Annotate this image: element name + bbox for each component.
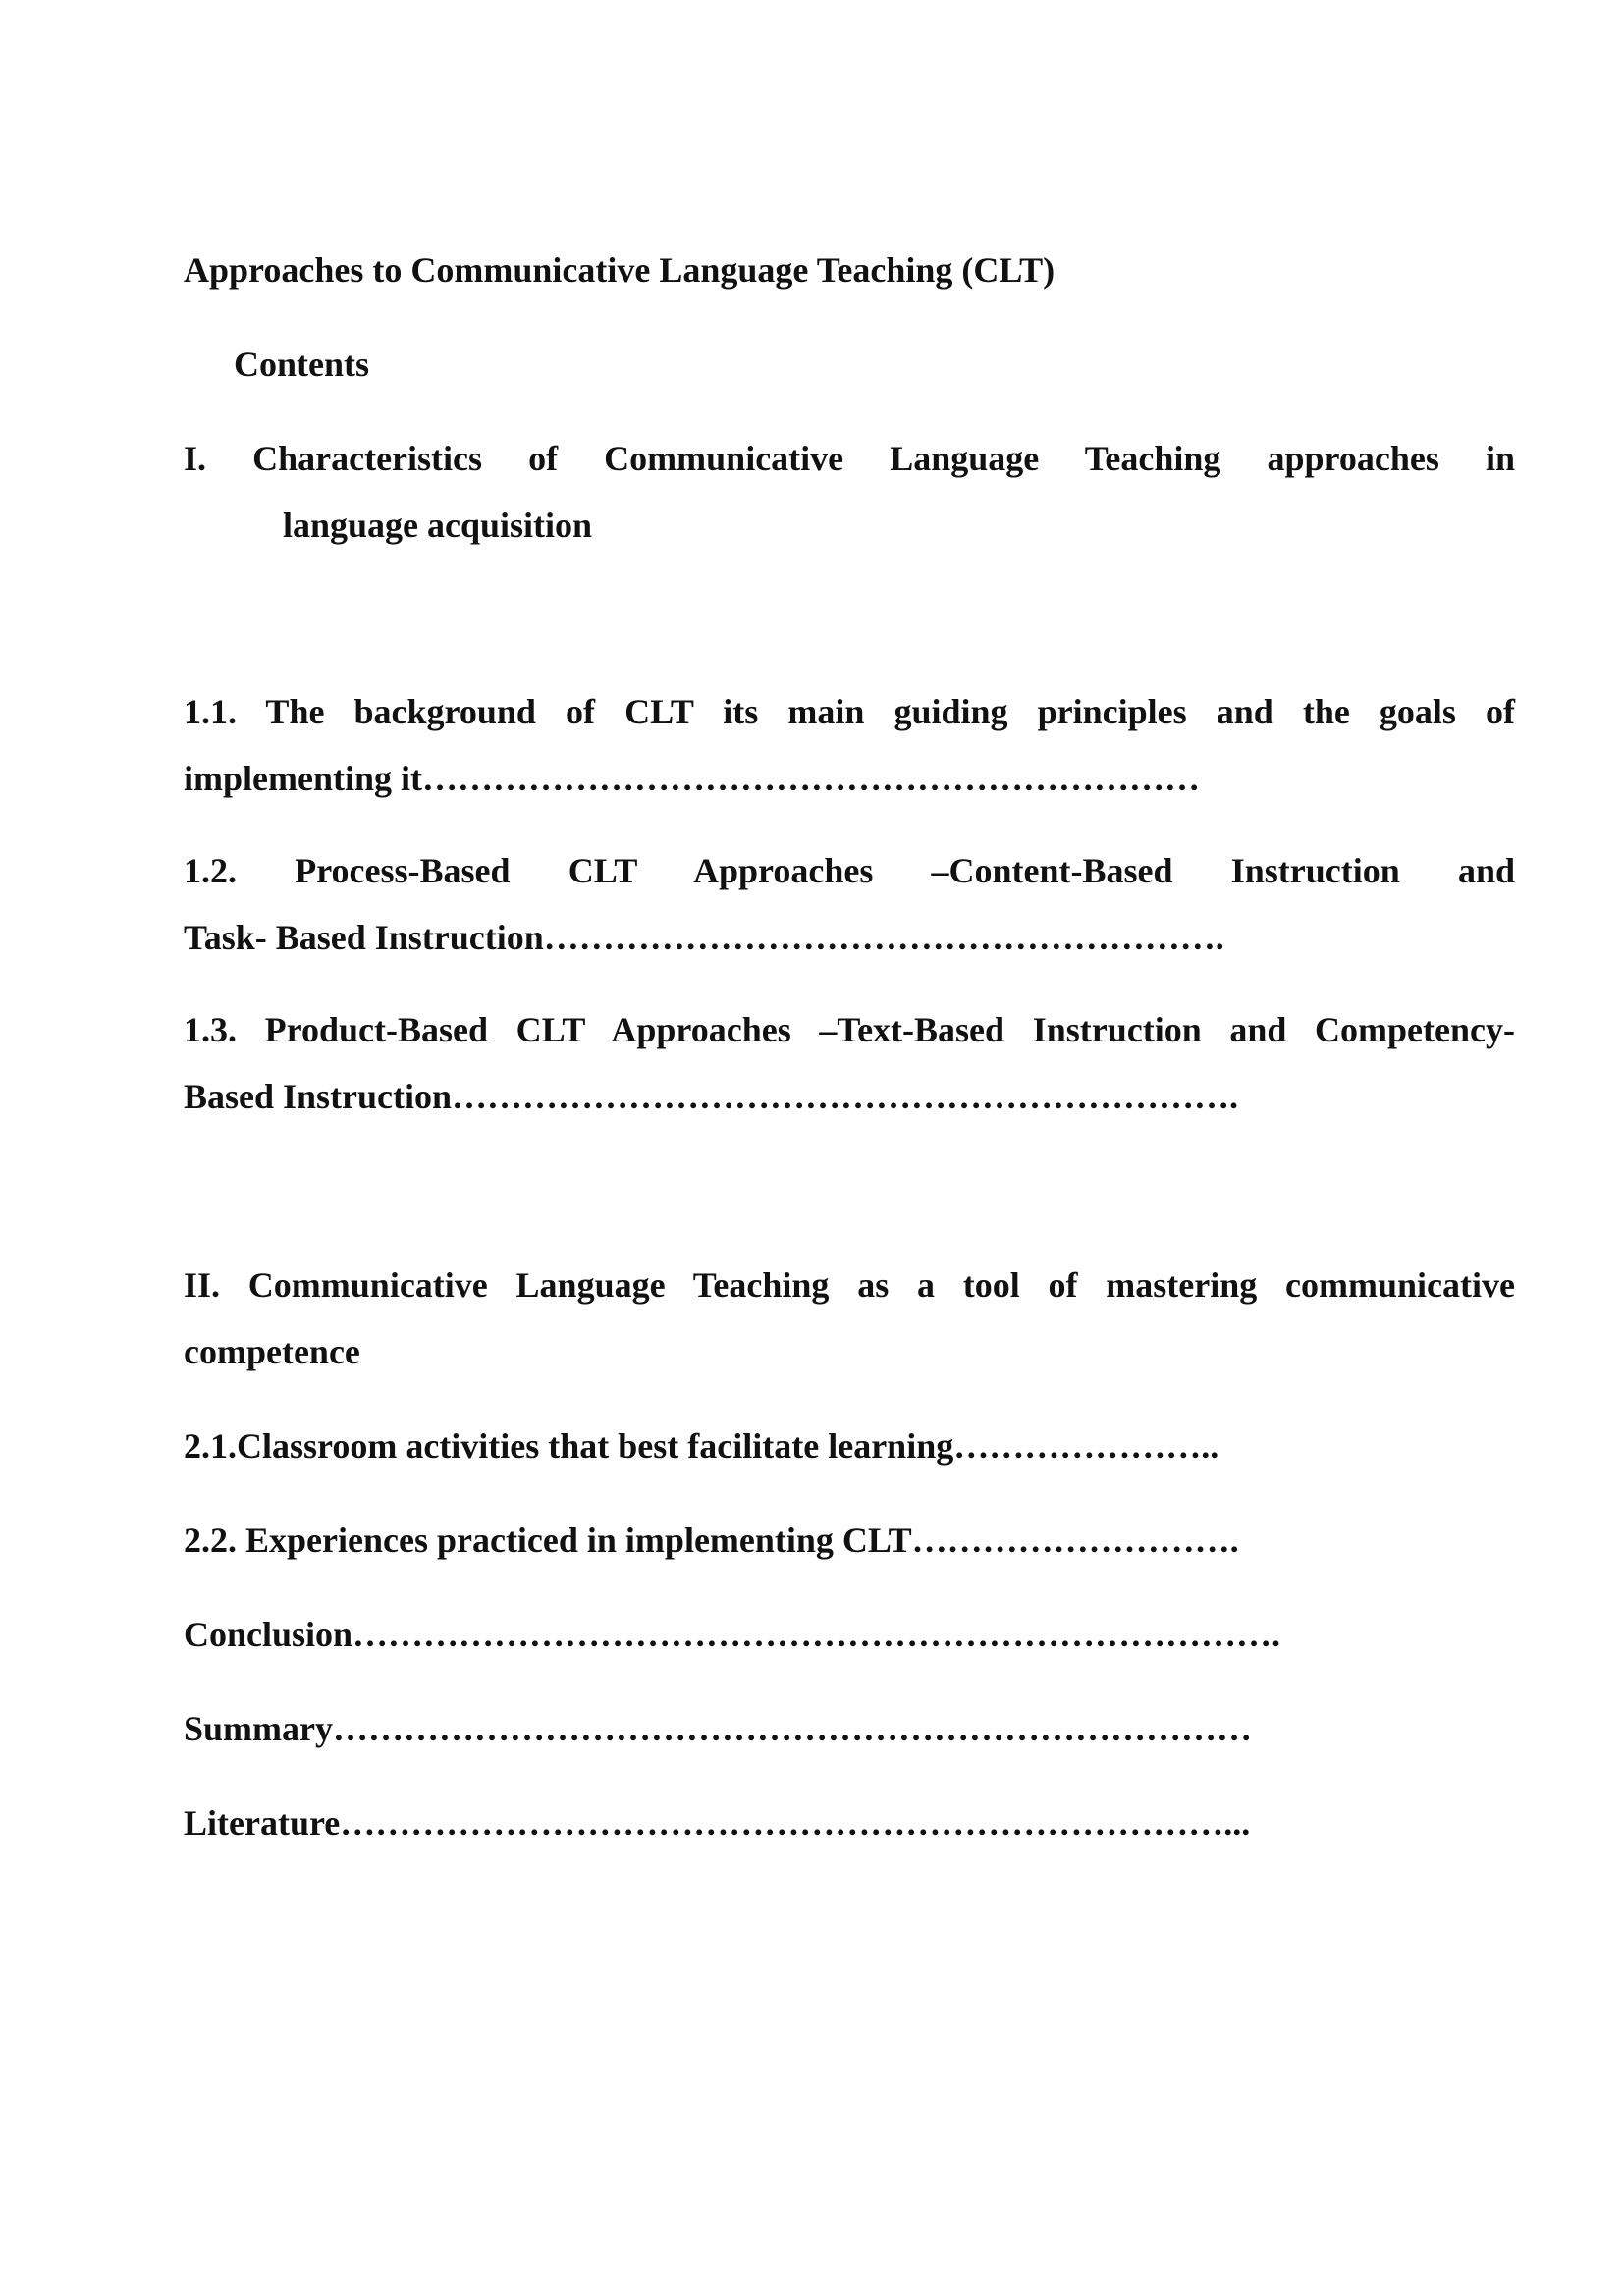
toc-item-1-3-line-2: Based Instruction…………………………………………………………. [184, 1077, 1239, 1116]
section-2-heading-line-1: II. Communicative Language Teaching as a tool of mastering communicative [184, 1265, 1515, 1305]
document-title: Approaches to Communicative Language Teaching (CLT) [184, 250, 1056, 290]
toc-item-1-2-line-2: Task- Based Instruction…………………………………………………. [184, 918, 1224, 957]
toc-item-summary: Summary…………………………………………………………………… [184, 1709, 1252, 1748]
toc-item-1-3-line-1: 1.3. Product-Based CLT Approaches –Text-Based Instruction and Competency- [184, 1010, 1515, 1049]
toc-item-1-1-line-1: 1.1. The background of CLT its main guiding principles and the goals of [184, 692, 1515, 731]
toc-item-1-1-line-2: implementing it………………………………………………………… [184, 759, 1200, 798]
toc-item-2-2: 2.2. Experiences practiced in implementing CLT………………………. [184, 1521, 1239, 1560]
toc-item-literature: Literature…………………………………………………………………... [184, 1803, 1251, 1842]
section-2-heading-line-2: competence [184, 1332, 360, 1371]
toc-item-2-1: 2.1.Classroom activities that best facilitate learning………………….. [184, 1426, 1219, 1466]
contents-heading: Contents [234, 345, 370, 384]
section-1-heading-line-1: I. Characteristics of Communicative Language Teaching approaches in [184, 439, 1515, 478]
toc-item-1-2-line-1: 1.2. Process-Based CLT Approaches –Content-Based Instruction and [184, 851, 1515, 890]
section-1-heading-line-2: language acquisition [283, 506, 593, 545]
toc-item-conclusion: Conclusion……………………………………………………………………. [184, 1615, 1281, 1654]
